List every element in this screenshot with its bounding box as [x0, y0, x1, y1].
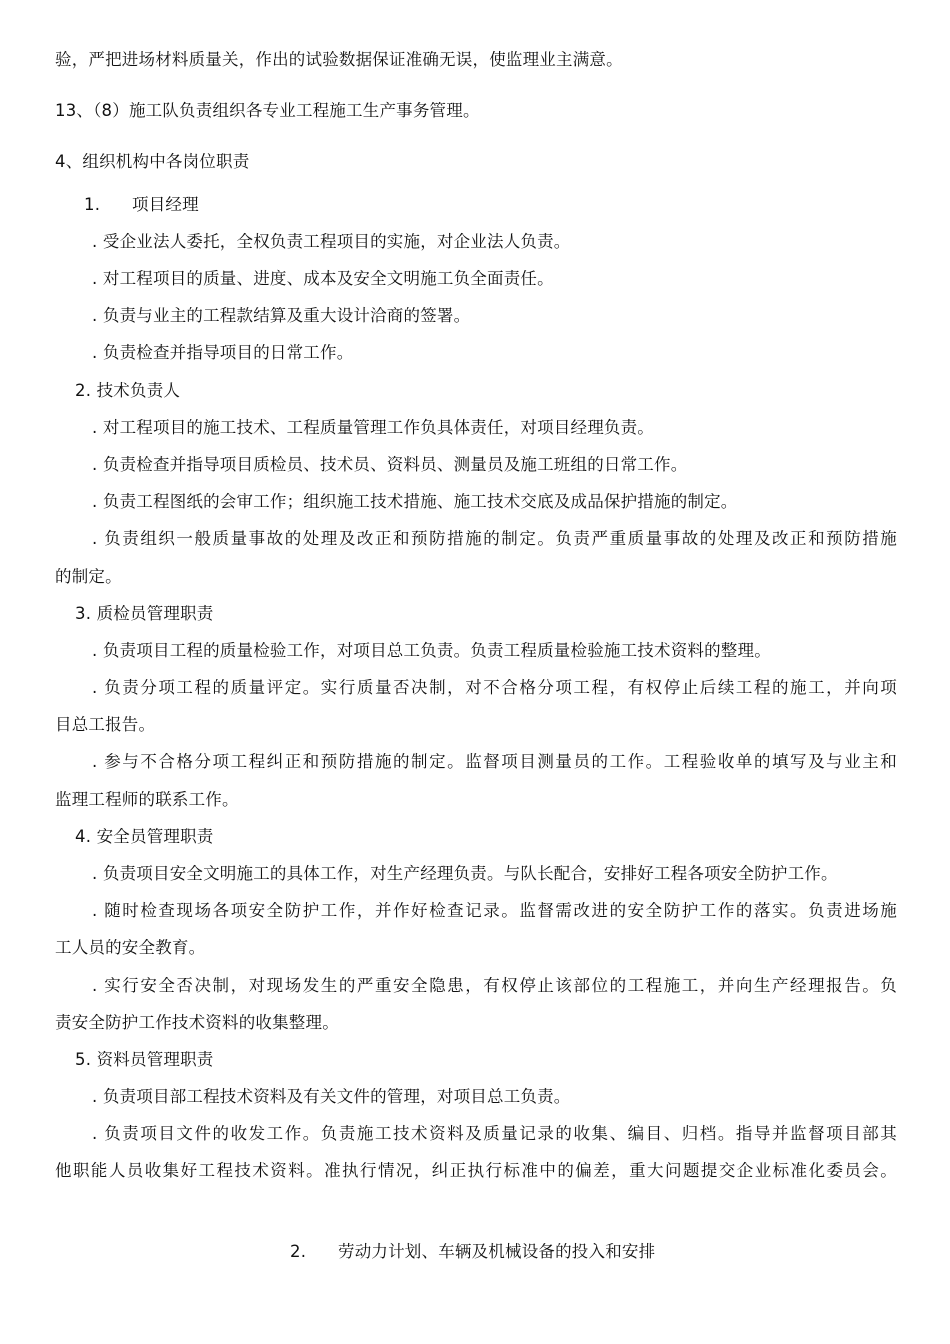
subsection-heading [84, 194, 199, 216]
heading-number: 1. [84, 195, 101, 214]
subsection-heading: 5. 资料员管理职责 [75, 1050, 214, 1069]
paragraph-line: 他职能人员收集好工程技术资料。准执行情况，纠正执行标准中的偏差，重大问题提交企业标准化委员会。 [55, 1161, 897, 1180]
paragraph-line: . 负责项目部工程技术资料及有关文件的管理，对项目总工负责。 [92, 1087, 571, 1106]
paragraph-line: . 负责分项工程的质量评定。实行质量否决制，对不合格分项工程，有权停止后续工程的施工，并向项 [92, 678, 897, 697]
paragraph-line: . 负责检查并指导项目质检员、技术员、资料员、测量员及施工班组的日常工作。 [92, 455, 688, 474]
heading-title: 项目经理 [132, 195, 199, 214]
section-heading: 4、组织机构中各岗位职责 [55, 152, 250, 171]
paragraph-line: 验，严把进场材料质量关，作出的试验数据保证准确无误，使监理业主满意。 [55, 50, 623, 69]
paragraph-line: 工人员的安全教育。 [55, 938, 206, 957]
heading-number: 2. [290, 1242, 307, 1261]
paragraph-line: . 受企业法人委托，全权负责工程项目的实施，对企业法人负责。 [92, 232, 571, 251]
paragraph-line: . 负责项目文件的收发工作。负责施工技术资料及质量记录的收集、编目、归档。指导并监督项目部其 [92, 1124, 897, 1143]
paragraph-line: 责安全防护工作技术资料的收集整理。 [55, 1013, 339, 1032]
paragraph-line: . 负责检查并指导项目的日常工作。 [92, 343, 354, 362]
paragraph-line: . 负责项目安全文明施工的具体工作，对生产经理负责。与队长配合，安排好工程各项安全防护工作。 [92, 864, 838, 883]
paragraph-line: . 负责工程图纸的会审工作；组织施工技术措施、施工技术交底及成品保护措施的制定。 [92, 492, 738, 511]
section-heading [290, 1241, 655, 1263]
paragraph-line: . 实行安全否决制，对现场发生的严重安全隐患，有权停止该部位的工程施工，并向生产经理报告。负 [92, 976, 897, 995]
heading-title: 劳动力计划、车辆及机械设备的投入和安排 [338, 1242, 656, 1261]
subsection-heading: 4. 安全员管理职责 [75, 827, 214, 846]
subsection-heading: 2. 技术负责人 [75, 381, 181, 400]
paragraph-line: 监理工程师的联系工作。 [55, 790, 239, 809]
paragraph-line: . 负责与业主的工程款结算及重大设计洽商的签署。 [92, 306, 471, 325]
paragraph-line: 13、（8）施工队负责组织各专业工程施工生产事务管理。 [55, 101, 480, 120]
paragraph-line: . 对工程项目的质量、进度、成本及安全文明施工负全面责任。 [92, 269, 554, 288]
paragraph-line: . 负责项目工程的质量检验工作，对项目总工负责。负责工程质量检验施工技术资料的整理。 [92, 641, 771, 660]
paragraph-line: 目总工报告。 [55, 715, 156, 734]
paragraph-line: . 随时检查现场各项安全防护工作，并作好检查记录。监督需改进的安全防护工作的落实。负责进场施 [92, 901, 897, 920]
paragraph-line: . 对工程项目的施工技术、工程质量管理工作负具体责任，对项目经理负责。 [92, 418, 654, 437]
paragraph-line: 的制定。 [55, 567, 122, 586]
subsection-heading: 3. 质检员管理职责 [75, 604, 214, 623]
paragraph-line: . 参与不合格分项工程纠正和预防措施的制定。监督项目测量员的工作。工程验收单的填写及与业主和 [92, 752, 897, 771]
paragraph-line: . 负责组织一般质量事故的处理及改正和预防措施的制定。负责严重质量事故的处理及改正和预防措施 [92, 529, 897, 548]
